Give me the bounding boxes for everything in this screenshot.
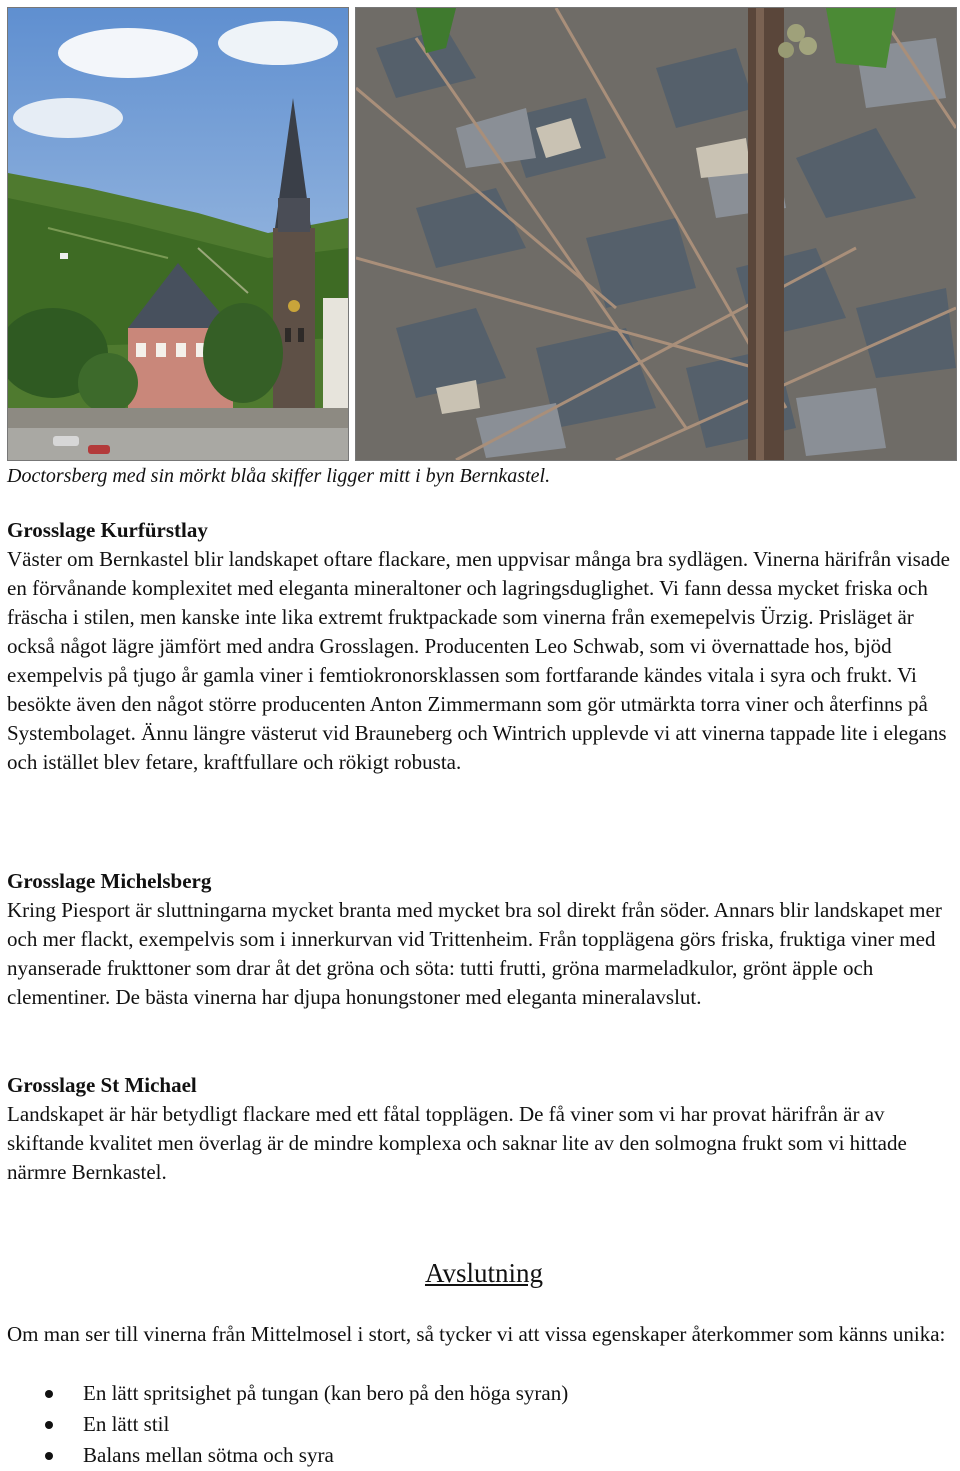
closing-heading: Avslutning [424,1258,543,1288]
closing-bullet-list [7,1378,907,1471]
section-body: Kring Piesport är sluttningarna mycket branta med mycket bra sol direkt från söder. Annars blir landskapet mer och mer flackt, exempelvis som i innerkurvan vid Trittenheim. Från topplägena görs friska, fruktiga viner med nyanserade frukttoner som drar åt det gröna och söta: tutti frutti, gröna marmeladkulor, grönt äpple och clementiner. De bästa vinerna har djupa honungstoner med eleganta mineralavslut. [7,898,942,1009]
list-item: En lätt spritsighet på tungan (kan bero på den höga syran) [7,1378,907,1409]
slate-vineyard-photo [355,7,957,461]
section-body: Landskapet är här betydligt flackare med ett fåtal topplägen. De få viner som vi har provat härifrån är av skiftande kvalitet men överlag är de mindre komplexa och saknar lite av den solmogna frukt som vi hittade närmre Bernkastel. [7,1102,907,1184]
list-item: En lätt stil [7,1409,907,1440]
section-body: Väster om Bernkastel blir landskapet oftare flackare, men uppvisar många bra sydlägen. Vinerna härifrån visade en förvånande komplexitet med eleganta mineraltoner och lagringsduglighet. Vi fann dessa mycket friska och fräscha i stilen, men kanske inte lika extremt fruktpackade som vinerna från exemepelvis Ürzig. Prisläget är också något lägre jämfört med andra Grosslagen. Producenten Leo Schwab, som vi övernattade hos, bjöd exempelvis på tjugo år gamla viner i femtiokronorsklassen som fortfarande kändes vitala i syra och frukt. Vi besökte även den något större producenten Anton Zimmermann som gör utmärkta torra viner och återfinns på Systembolaget. Ännu längre västerut vid Brauneberg och Wintrich upplevde vi att vinerna tappade lite i elegans och istället blev fetare, kraftfullare och rökigt robusta. [7,547,950,774]
bullet-icon [45,1421,53,1429]
section-kurfurstlay [7,516,957,777]
bernkastel-town-photo [7,7,349,461]
closing-intro: Om man ser till vinerna från Mittelmosel i stort, så tycker vi att vissa egenskaper återkommer som känns unika: [7,1322,946,1346]
section-st-michael [7,1071,957,1187]
bullet-icon [45,1390,53,1398]
photo-caption: Doctorsberg med sin mörkt blåa skiffer ligger mitt i byn Bernkastel. [7,465,551,487]
section-title: Grosslage Michelsberg [7,869,212,893]
section-title: Grosslage Kurfürstlay [7,518,208,542]
bullet-icon [45,1452,53,1460]
list-item: Balans mellan sötma och syra [7,1440,907,1471]
section-title: Grosslage St Michael [7,1073,197,1097]
section-michelsberg [7,867,957,1012]
